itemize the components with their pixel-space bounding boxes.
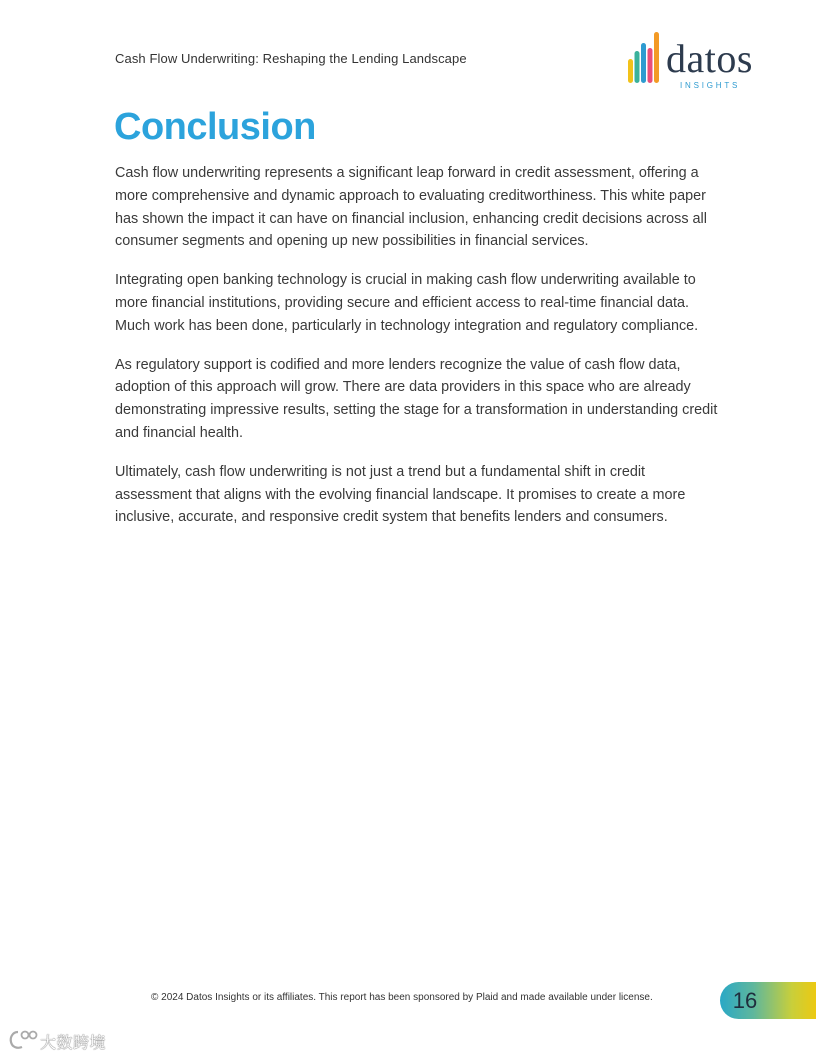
body-text — [115, 162, 725, 545]
running-header: Cash Flow Underwriting: Reshaping the Lending Landscape — [115, 51, 467, 66]
footer-copyright: © 2024 Datos Insights or its affiliates. This report has been sponsored by Plaid and made available under license. — [151, 992, 653, 1003]
paragraph: Ultimately, cash flow underwriting is not just a trend but a fundamental shift in credit assessment that aligns with the evolving financial landscape. It promises to create a more inclusive, accurate, and responsive credit system that benefits lenders and consumers. — [115, 463, 686, 526]
page-number-tab — [720, 982, 816, 1019]
paragraph: As regulatory support is codified and more lenders recognize the value of cash flow data, adoption of this approach will grow. There are data providers in this space who are already demonstrating impressive results, setting the stage for a transformation in understanding credit and financial health. — [115, 356, 718, 441]
logo-wordmark: datos — [666, 36, 753, 81]
logo-bars-icon — [628, 32, 660, 86]
watermark-logo-icon — [8, 1028, 42, 1052]
page-title: Conclusion — [114, 106, 316, 148]
datos-insights-logo — [626, 32, 766, 92]
paragraph: Integrating open banking technology is crucial in making cash flow underwriting available to more financial institutions, providing secure and efficient access to real-time financial data. Much work has been done, particularly in technology integration and regulatory compliance. — [115, 272, 699, 334]
paragraph: Cash flow underwriting represents a significant leap forward in credit assessment, offering a more comprehensive and dynamic approach to evaluating creditworthiness. This white paper has shown the impact it can have on financial inclusion, enhancing credit decisions across all consumer segments and opening up new possibilities in financial services. — [115, 165, 707, 250]
watermark — [8, 1028, 118, 1052]
page-number: 16 — [732, 988, 758, 1013]
logo-subtitle: INSIGHTS — [680, 81, 741, 90]
watermark-text: 大数跨境 — [40, 1035, 107, 1052]
